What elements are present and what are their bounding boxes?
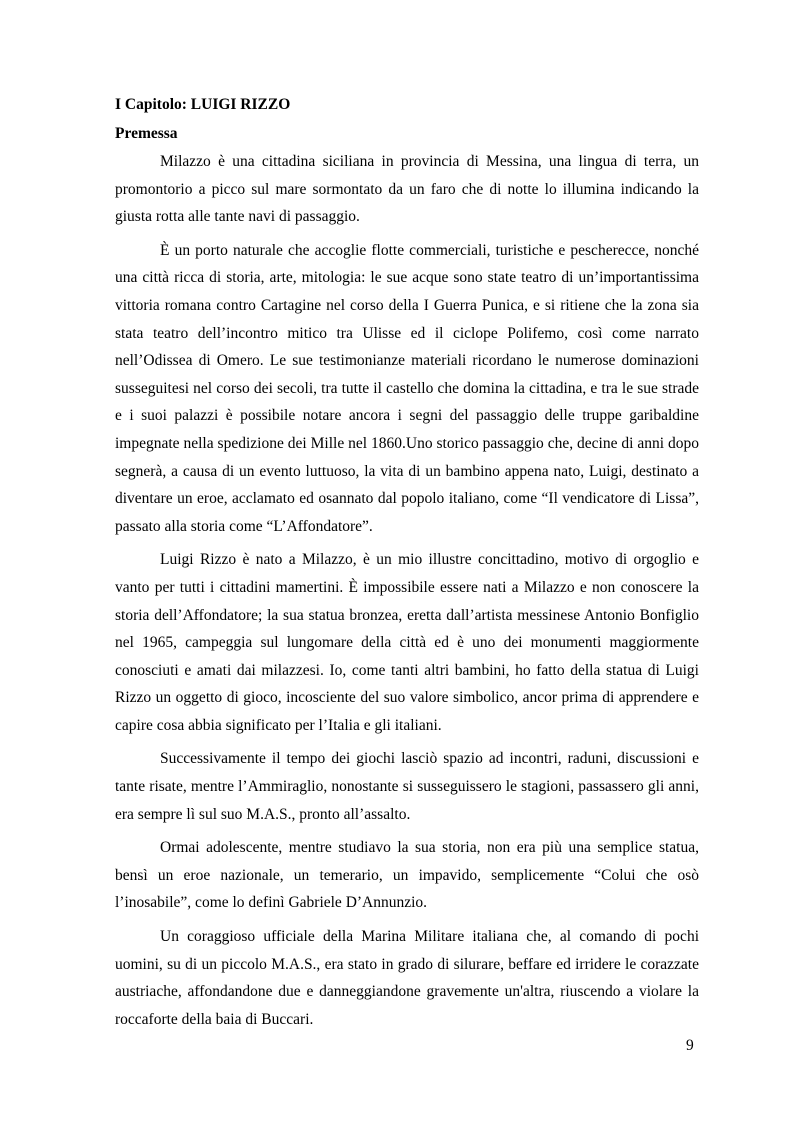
section-title: Premessa: [115, 125, 178, 142]
paragraph: Successivamente il tempo dei giochi lasciò spazio ad incontri, raduni, discussioni e tante risate, mentre l’Ammiraglio, nonostante si susseguissero le stagioni, passassero gli anni, era sempre lì sul suo M.A.S., pronto all’assalto.: [115, 750, 699, 823]
paragraph: Luigi Rizzo è nato a Milazzo, è un mio illustre concittadino, motivo di orgoglio e vanto per tutti i cittadini mamertini. È impossibile essere nati a Milazzo e non conoscere la storia dell’Affondatore; la sua statua bronzea, eretta dall’artista messinese Antonio Bonfiglio nel 1965, campeggia sul lungomare della città ed è uno dei monumenti maggiormente conosciuti e amati dai milazzesi. Io, come tanti altri bambini, ho fatto della statua di Luigi Rizzo un oggetto di gioco, incosciente del suo valore simbolico, ancor prima di apprendere e capire cosa abbia significato per l’Italia e gli italiani.: [115, 551, 699, 734]
page-number: 9: [686, 1037, 694, 1054]
paragraph: Ormai adolescente, mentre studiavo la sua storia, non era più una semplice statua, bensì un eroe nazionale, un temerario, un impavido, semplicemente “Colui che osò l’inosabile”, come lo definì Gabriele D’Annunzio.: [115, 839, 699, 912]
paragraph: Milazzo è una cittadina siciliana in provincia di Messina, una lingua di terra, un promontorio a picco sul mare sormontato da un faro che di notte lo illumina indicando la giusta rotta alle tante navi di passaggio.: [115, 153, 699, 226]
paragraph: Un coraggioso ufficiale della Marina Militare italiana che, al comando di pochi uomini, su di un piccolo M.A.S., era stato in grado di silurare, beffare ed irridere le corazzate austriache, affondandone due e danneggiandone gravemente un'altra, riuscendo a violare la roccaforte della baia di Buccari.: [115, 928, 699, 1028]
chapter-title: I Capitolo: LUIGI RIZZO: [115, 96, 291, 113]
paragraph: È un porto naturale che accoglie flotte commerciali, turistiche e pescherecce, nonché una città ricca di storia, arte, mitologia: le sue acque sono state teatro di un’importantissima vittoria romana contro Cartagine nel corso della I Guerra Punica, e si ritiene che la zona sia stata teatro dell’incontro mitico tra Ulisse ed il ciclope Polifemo, così come narrato nell’Odissea di Omero. Le sue testimonianze materiali ricordano le numerose dominazioni susseguitesi nel corso dei secoli, tra tutte il castello che domina la cittadina, e tra le sue strade e i suoi palazzi è possibile notare ancora i segni del passaggio delle truppe garibaldine impegnate nella spedizione dei Mille nel 1860.Uno storico passaggio che, decine di anni dopo segnerà, a causa di un evento luttuoso, la vita di un bambino appena nato, Luigi, destinato a diventare un eroe, acclamato ed osannato dal popolo italiano, come “Il vendicatore di Lissa”, passato alla storia come “L’Affondatore”.: [115, 241, 699, 535]
page-body: [115, 90, 699, 1039]
